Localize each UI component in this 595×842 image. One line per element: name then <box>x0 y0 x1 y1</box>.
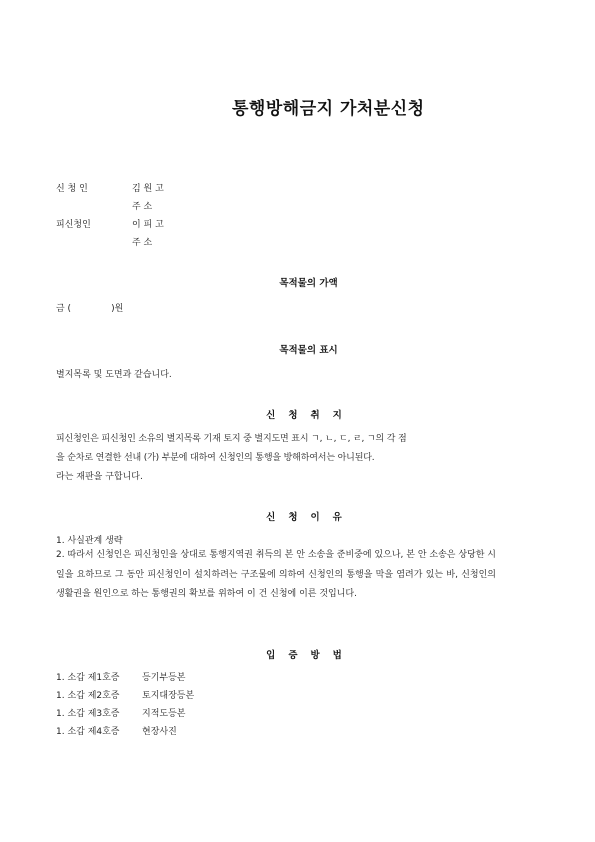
purpose-line-3: 라는 재판을 구합니다. <box>56 472 143 482</box>
evidence-item-description: 등기부등본 <box>142 673 186 683</box>
applicant-label: 신 청 인 <box>56 184 88 194</box>
evidence-item-number: 1. 소갑 제4호증 <box>56 727 120 737</box>
applicant-name: 김 원 고 <box>132 184 164 194</box>
object-display-text: 별지목록 및 도면과 같습니다. <box>56 370 172 380</box>
purpose-line-2: 을 순차로 연결한 선내 (가) 부분에 대하여 신청인의 통행을 방해하여서는 아니된다. <box>56 453 375 463</box>
object-display-heading: 목적물의 표시 <box>279 345 338 356</box>
evidence-item-number: 1. 소갑 제2호증 <box>56 691 120 701</box>
document-title: 통행방해금지 가처분신청 <box>232 99 425 119</box>
evidence-item-number: 1. 소갑 제1호증 <box>56 673 120 683</box>
evidence-item-description: 토지대장등본 <box>142 691 195 701</box>
object-value-text: 금 ( )원 <box>56 304 124 314</box>
purpose-line-1: 피신청인은 피신청인 소유의 별지목록 기재 토지 중 별지도면 표시 ㄱ, ㄴ, ㄷ, ㄹ, ㄱ의 각 점 <box>56 434 407 444</box>
evidence-item-description: 현장사진 <box>142 727 177 737</box>
respondent-address: 주 소 <box>132 238 153 248</box>
respondent-label: 피신청인 <box>56 220 91 230</box>
respondent-name: 이 피 고 <box>132 220 164 230</box>
purpose-heading: 신청취지 <box>266 410 355 421</box>
evidence-item-description: 지적도등본 <box>142 709 186 719</box>
evidence-item-number: 1. 소갑 제3호증 <box>56 709 120 719</box>
reason-item-1: 1. 사실관계 생략 <box>56 536 123 546</box>
reason-heading: 신청이유 <box>266 512 355 523</box>
object-value-heading: 목적물의 가액 <box>279 278 338 289</box>
evidence-heading: 입증방법 <box>266 650 355 661</box>
reason-item-2: 2. 따라서 신청인은 피신청인을 상대로 통행지역권 취득의 본 안 소송을 준비중에 있으나, 본 안 소송은 상당한 시일을 요하므로 그 동안 피신청인이 설치하려는 구조물에 의하여 신청인의 통행을 막을 염려가 있는 바, 신청인의 생활권을 원인으로 하는 통행권의 확보를 위하여 이 건 신청에 이른 것입니다. <box>56 550 496 599</box>
applicant-address: 주 소 <box>132 202 153 212</box>
